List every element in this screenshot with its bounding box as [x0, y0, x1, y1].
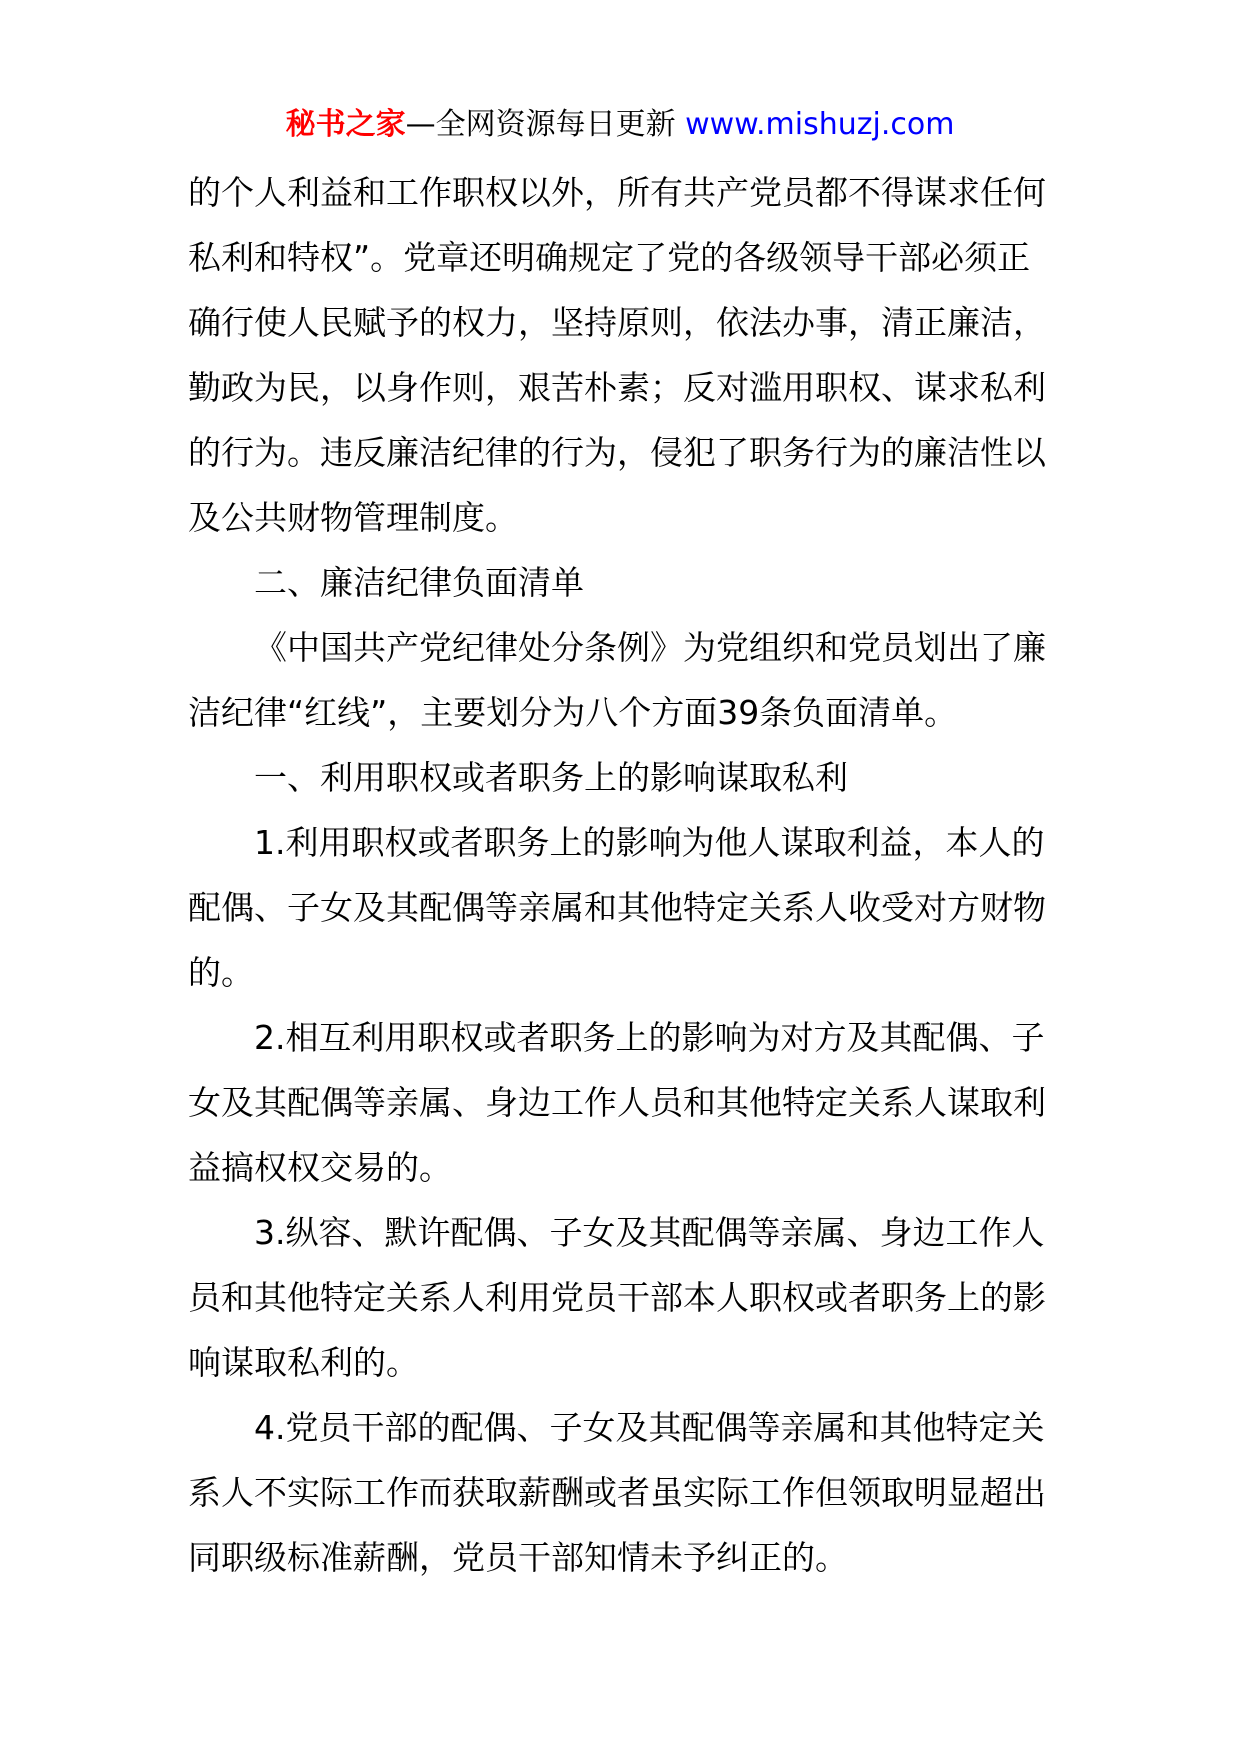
subsection-heading-abuse-of-power: 一、利用职权或者职务上的影响谋取私利: [254, 758, 848, 797]
paragraph-continuation: 的个人利益和工作职权以外，所有共产党员都不得谋求任何私利和特权”。党章还明确规定了党的各级领导干部必须正确行使人民赋予的权力，坚持原则，依法办事，清正廉洁，勤政为民，以身作则，艰苦朴素；反对滥用职权、谋求私利的行为。违反廉洁纪律的行为，侵犯了职务行为的廉洁性以及公共财物管理制度。: [188, 173, 1046, 537]
list-item-2: 2.相互利用职权或者职务上的影响为对方及其配偶、子女及其配偶等亲属、身边工作人员和其他特定关系人谋取利益搞权权交易的。: [188, 1018, 1046, 1187]
list-item-3: 3.纵容、默许配偶、子女及其配偶等亲属、身边工作人员和其他特定关系人利用党员干部本人职权或者职务上的影响谋取私利的。: [188, 1213, 1046, 1382]
site-url-link[interactable]: www.mishuzj.com: [685, 107, 955, 142]
page-header: [0, 100, 1240, 150]
list-item-1: 1.利用职权或者职务上的影响为他人谋取利益，本人的配偶、子女及其配偶等亲属和其他特定关系人收受对方财物的。: [188, 823, 1046, 992]
section-heading-negative-list: 二、廉洁纪律负面清单: [254, 563, 584, 602]
header-tagline: —全网资源每日更新: [405, 107, 676, 142]
list-item-4: 4.党员干部的配偶、子女及其配偶等亲属和其他特定关系人不实际工作而获取薪酬或者虽实际工作但领取明显超出同职级标准薪酬，党员干部知情未予纠正的。: [188, 1408, 1046, 1577]
brand-name: 秘书之家: [285, 107, 406, 142]
document-body: [188, 160, 1058, 1590]
paragraph-regulation-intro: 《中国共产党纪律处分条例》为党组织和党员划出了廉洁纪律“红线”，主要划分为八个方面39条负面清单。: [188, 628, 1046, 732]
